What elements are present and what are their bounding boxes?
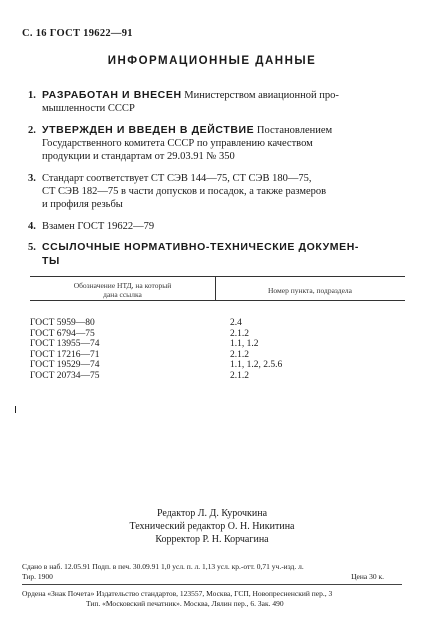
table-cell-document: ГОСТ 20734—75	[30, 370, 100, 381]
item-text-line2: Государственного комитета СССР по управлению качеством	[42, 138, 313, 149]
item-text-line2: мышленности СССР	[42, 103, 135, 114]
item-text-line3: и профиля резьбы	[42, 199, 123, 210]
item-lead: РАЗРАБОТАН И ВНЕСЕН	[42, 89, 182, 101]
imprint-circulation: Тир. 1900	[22, 572, 53, 581]
item-text-line1: Стандарт соответствует СТ СЭВ 144—75, СТ СЭВ 180—75,	[42, 173, 312, 184]
table-cell-clause: 2.4	[230, 318, 242, 328]
table-cell-document: ГОСТ 19529—74	[30, 360, 100, 370]
imprint-publisher: Ордена «Знак Почета» Издательство стандартов, 123557, Москва, ГСП, Новопресненский пер., 3	[22, 589, 333, 598]
item-text-line2: СТ СЭВ 182—75 в части допусков и посадок, а также размеров	[42, 186, 327, 197]
page-header: С. 16 ГОСТ 19622—91	[22, 28, 133, 39]
item-lead: УТВЕРЖДЕН И ВВЕДЕН В ДЕЙСТВИЕ	[42, 124, 255, 136]
scan-speck	[15, 406, 16, 413]
section-title: ИНФОРМАЦИОННЫЕ ДАННЫЕ	[107, 55, 317, 67]
item-text-line1: Взамен ГОСТ 19622—79	[42, 221, 155, 232]
item-number: 2.	[28, 125, 36, 136]
table-header-document: Обозначение НТД, на который дана ссылка	[73, 281, 172, 299]
imprint-rule	[22, 584, 402, 585]
table-document-column	[30, 318, 100, 381]
tech-editor-line: Технический редактор О. Н. Никитина	[129, 521, 295, 532]
table-cell-document: ГОСТ 5959—80	[30, 318, 95, 328]
table-cell-document: ГОСТ 6794—75	[30, 328, 95, 339]
table-top-rule	[30, 276, 405, 277]
imprint-printer: Тип. «Московский печатник». Москва, Лялин пер., 6. Зак. 490	[86, 599, 284, 608]
table-cell-clause: 1.1, 1.2	[230, 339, 259, 349]
table-cell-clause: 2.1.2	[230, 349, 249, 360]
item-text: Постановлением	[254, 125, 333, 136]
table-clause-column	[230, 318, 282, 381]
table-cell-clause: 1.1, 1.2, 2.5.6	[230, 360, 283, 370]
item-text-line2: ТЫ	[42, 255, 60, 267]
item-text-line3: продукции и стандартам от 29.03.91 № 350	[42, 151, 235, 162]
table-cell-clause: 2.1.2	[230, 370, 249, 381]
imprint-price: Цена 30 к.	[351, 572, 384, 581]
item-number: 4.	[28, 221, 36, 232]
table-cell-clause: 2.1.2	[230, 328, 249, 339]
editors-block	[0, 507, 424, 546]
table-header-clause: Номер пункта, подраздела	[268, 286, 352, 295]
imprint-print-details: Сдано в наб. 12.05.91 Подп. в печ. 30.09.91 1,0 усл. п. л. 1,13 усл. кр.-отт. 0,71 уч.-изд. л.	[22, 562, 304, 571]
proofreader-line: Корректор Р. Н. Корчагина	[155, 534, 269, 545]
item-text-line1: ССЫЛОЧНЫЕ НОРМАТИВНО-ТЕХНИЧЕСКИЕ ДОКУМЕН-	[42, 241, 360, 253]
table-cell-document: ГОСТ 13955—74	[30, 339, 100, 349]
item-text: Министерством авиационной про-	[181, 90, 339, 101]
item-number: 3.	[28, 173, 36, 184]
table-header-rule	[30, 300, 405, 301]
item-number: 5.	[28, 242, 36, 253]
table-cell-document: ГОСТ 17216—71	[30, 349, 100, 360]
item-number: 1.	[28, 90, 36, 101]
editor-line: Редактор Л. Д. Курочкина	[156, 508, 268, 519]
